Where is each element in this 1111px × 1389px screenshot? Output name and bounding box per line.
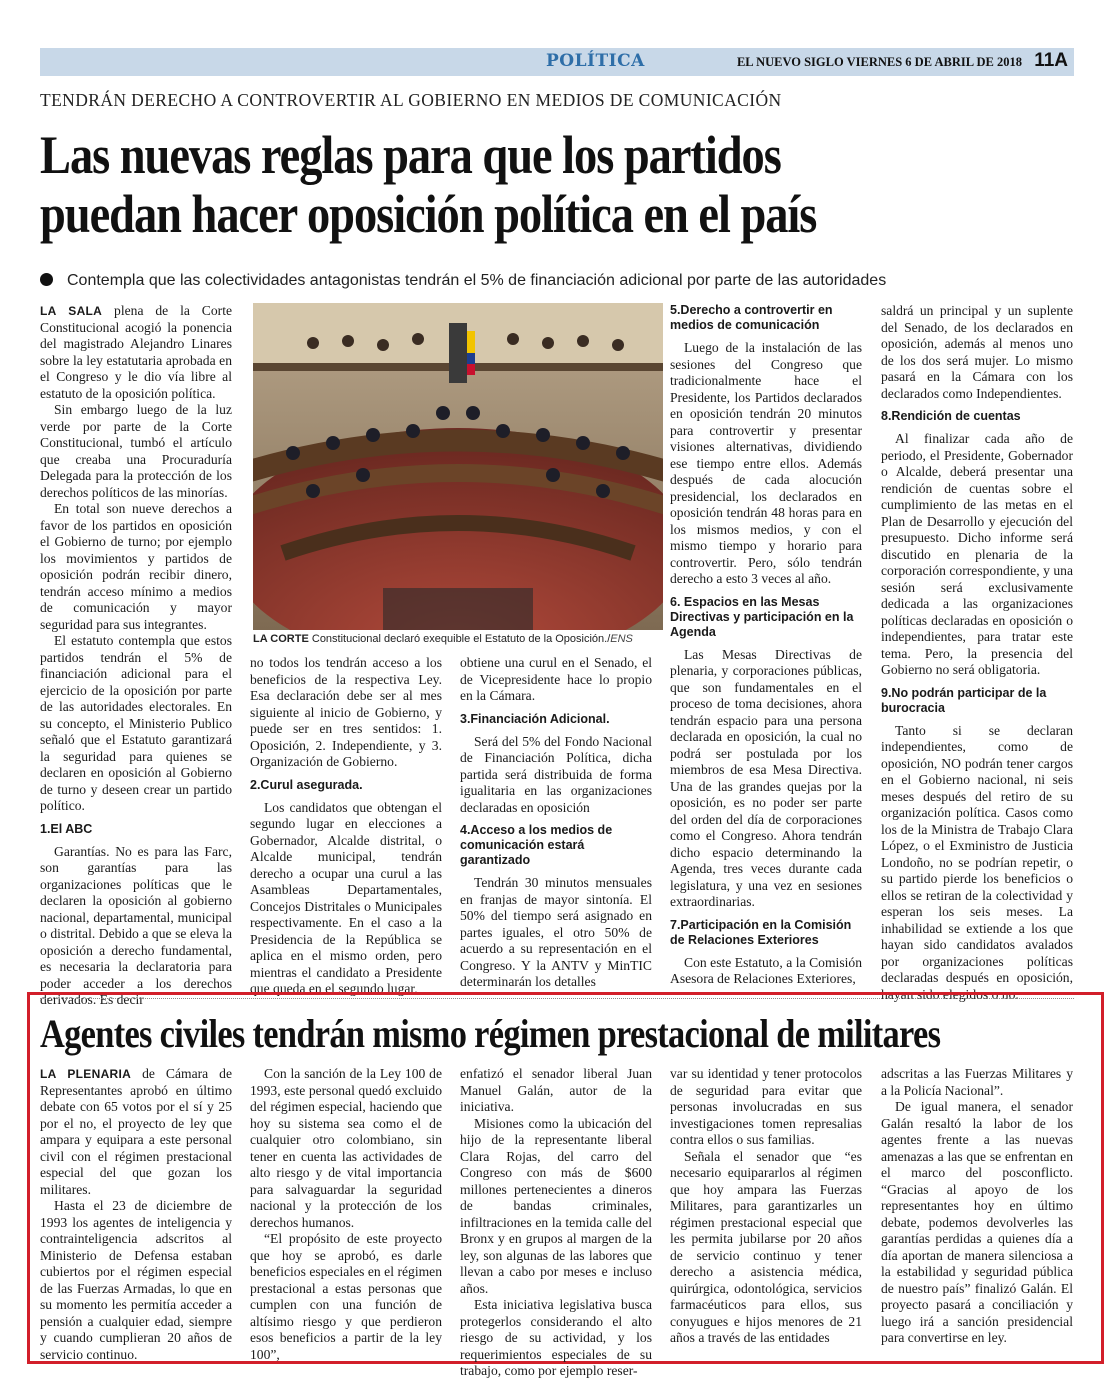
- paragraph: Garantías. No es para las Farc, son garantías para las organizaciones políticas que le declaren la oposición al gobierno nacional, departamental, municipal o distrital. Debido a que se eleva la oposición a derecho fundamental, es necesaria la declaratoria para poder acceder a los derechos derivados. Es decir: [40, 843, 232, 1007]
- article2-column-2: [250, 1066, 442, 1363]
- paragraph: Luego de la instalación de las sesiones del Congreso que tradicionalmente hace el Presidente, los Partidos declarados en oposición tendrán 20 minutos para controvertir y presentar visiones alternativas, dividiendo ese tiempo entre ellos. Además después de cada alocución presidencial, los declarados en oposición tendrán 48 horas para en los mismos medios, y con el mismo tiempo y horario para controvertir. Pero, sólo tendrán derecho a esto 3 veces al año.: [670, 340, 862, 586]
- paragraph: [40, 303, 232, 402]
- paragraph: Hasta el 23 de diciembre de 1993 los agentes de inteligencia y contrainteligencia adscritos al Ministerio de Defensa estaban cubiertos por el régimen especial de las Fuerzas Armadas, lo que en su momento les permitía acceder a pensión a cualquier edad, siempre y cuando cumplieran 20 años de servicio continuo.: [40, 1198, 232, 1362]
- congress-chamber-photo: [253, 303, 663, 630]
- paragraph: obtiene una curul en el Senado, el de Vicepresidente hace lo propio en la Cámara.: [460, 655, 652, 703]
- headline-line-1: Las nuevas reglas para que los partidos: [40, 125, 781, 185]
- caption-text: Constitucional declaró exequible el Estatuto de la Oposición./: [308, 633, 611, 645]
- paragraph: El estatuto contempla que estos partidos tendrán el 5% de financiación adicional para el ejercicio de la oposición por parte de las autoridades electorales. En su concepto, el Ministerio Publico señaló que el Estatuto garantizará la seguridad para quienes se declaren en oposición al Gobierno de turno y deseen crear un partido político.: [40, 633, 232, 813]
- paragraph: Con la sanción de la Ley 100 de 1993, este personal quedó excluido del régimen especial, haciendo que hoy su sistema sea como el de cualquier otro colombiano, sin tener en cuenta las actividades de alto riesgo y de vital importancia para salvaguardar la seguridad nacional y la protección de los derechos humanos.: [250, 1066, 442, 1230]
- subheading: 1.El ABC: [40, 821, 93, 836]
- article2-headline: Agentes civiles tendrán mismo régimen prestacional de militares: [40, 1011, 941, 1056]
- paragraph: Tanto si se declaran independientes, como de oposición, NO podrán tener cargos en el Gobierno nacional, ni seis meses después del retiro de su organización política. Casos como los de la Ministra de Trabajo Clara López, o el Exministro de Justicia Londoño, no se podrían repetir, o su partido pierde los beneficios o ellos se retiran de la colectividad y esperan los seis meses. La inhabilidad se extiende a los que hayan sido candidatos avalados por organizaciones políticas declaradas después en oposición, hayan sido elegidos o no.: [881, 722, 1073, 1002]
- article1-column-4: [670, 303, 862, 988]
- paragraph-text: de Cámara de Representantes aprobó en último debate con 65 votos por el sí y 25 por el no, el proyecto de ley que ampara y equipara a este personal civil con el régimen prestacional especial del que gozan los militares.: [40, 1066, 232, 1197]
- subheading: 5.Derecho a controvertir en medios de comunicación: [670, 303, 833, 332]
- bullet-icon: [40, 273, 53, 286]
- paragraph: Misiones como la ubicación del hijo de la representante liberal Clara Rojas, del carro del Congreso con más de $600 millones pertenecientes a dineros de bandas criminales, infiltraciones en la temida calle del Bronx y en grupos al margen de la ley, son algunas de las labores que llevan a cabo por meses e incluso años.: [460, 1115, 652, 1296]
- divider: [40, 998, 1074, 999]
- paragraph: Las Mesas Directivas de plenaria, y corporaciones públicas, que son fundamentales en el proceso de toma decisiones, ahora tendrán espacio para una persona declarada en oposición, la cual no podrá ser postulada por los miembros de esa Mesa Directiva. Una de las grandes quejas por la oposición, es no poder ser parte del orden del día de corporaciones como el Congreso. Ahora tendrán dicho espacio determinando la Agenda, tres veces durante cada legislatura, y una vez en sesiones extraordinarias.: [670, 646, 862, 909]
- article1-column-2: [250, 655, 442, 998]
- paragraph: var su identidad y tener protocolos de seguridad para evitar que personas involucradas en sus investigaciones tomen represalias contra ellos o sus familias.: [670, 1066, 862, 1147]
- caption-lead: LA CORTE: [253, 633, 309, 645]
- paragraph: Esta iniciativa legislativa busca protegerlos considerando el alto riesgo de su actividad, y los requerimientos especiales de su trabajo, como por ejemplo reser-: [460, 1297, 652, 1378]
- paragraph: enfatizó el senador liberal Juan Manuel Galán, autor de la iniciativa.: [460, 1066, 652, 1114]
- paragraph: Será del 5% del Fondo Nacional de Financiación Política, dicha partida será distribuida de forma igualitaria en las organizaciones declaradas en oposición: [460, 733, 652, 815]
- subheading: 4.Acceso a los medios de comunicación estará garantizado: [460, 823, 613, 867]
- headline-line-2: puedan hacer oposición política en el país: [40, 184, 817, 245]
- article1-column-5: [881, 303, 1073, 1003]
- paragraph: saldrá un principal y un suplente del Senado, de los declarados en oposición, además al menos uno de los dos será mujer. Lo mismo pasará en la Cámara con los declarados como Independientes.: [881, 303, 1073, 401]
- article2-column-3: [460, 1066, 652, 1380]
- article-headline: [40, 126, 943, 245]
- subheading: 6. Espacios en las Mesas Directivas y participación en la Agenda: [670, 594, 854, 639]
- paragraph: Tendrán 30 minutos mensuales en franjas de mayor sintonía. El 50% del tiempo será asignado en partes iguales, el otro 50% de acuerdo a su representación en el Congreso. Y la ANTV y MinTIC determinarán los detalles: [460, 875, 652, 989]
- article-photo: [253, 303, 663, 630]
- subheading: 9.No podrán participar de la burocracia: [881, 685, 1047, 715]
- paragraph: Los candidatos que obtengan el segundo lugar en elecciones a Gobernador, Alcalde distrital, o Alcalde municipal, tendrán derecho a ocupar una curul a las Asambleas Departamentales, Concejos Distritales o Municipales respectivamente. En el caso a la Presidencia de la República se aplica en el mismo orden, pero mientras el candidato a Presidente que queda en el segundo lugar,: [250, 799, 442, 996]
- paragraph: [40, 1066, 232, 1198]
- paragraph: no todos los tendrán acceso a los beneficios de la respectiva Ley. Esa declaración debe ser al mes siguiente al inicio de Gobierno, y puede ser en tres sentidos: 1. Oposición, 2. Independiente, y 3. Organización de Gobierno.: [250, 655, 442, 769]
- paragraph: Con este Estatuto, a la Comisión Asesora de Relaciones Exteriores,: [670, 954, 862, 986]
- article-subhead: [40, 272, 1090, 290]
- paragraph: Al finalizar cada año de periodo, el Presidente, Gobernador o Alcalde, deberá presentar una rendición de cuentas sobre el cumplimiento de las metas en el Plan de Desarrollo y ejecución del presupuesto. Dicho informe será discutido en plenaria de la corporación correspondiente, y una sesión será exclusivamente dedicada a las organizaciones políticas declaradas en oposición o independientes, para tratar este tema. Pero, la presencia del Gobierno no será obligatoria.: [881, 431, 1073, 677]
- subhead-text: Contempla que las colectividades antagonistas tendrán el 5% de financiación adicional por parte de las autoridades: [67, 272, 887, 289]
- article1-column-1: [40, 303, 232, 1009]
- paragraph-text: plena de la Corte Constitucional acogió la ponencia del magistrado Alejandro Linares sobre la ley estatutaria aprobada en el Congreso y le dio vía libre al estatuto de la oposición política.: [40, 303, 233, 401]
- paragraph: adscritas a las Fuerzas Militares y a la Policía Nacional”.: [881, 1066, 1073, 1098]
- lead-in: LA PLENARIA: [40, 1067, 132, 1081]
- article-kicker: TENDRÁN DERECHO A CONTROVERTIR AL GOBIERNO EN MEDIOS DE COMUNICACIÓN: [40, 90, 782, 110]
- photo-caption: [253, 633, 663, 645]
- page-header: [40, 48, 1074, 76]
- article1-column-3: [460, 655, 652, 991]
- paragraph: Señala el senador que “es necesario equipararlos al régimen que hoy ampara las Fuerzas Militares, para garantizarles un régimen prestacional especial que les permita jubilarse por 20 años de servicio continuo y tener derecho a asistencia médica, quirúrgica, odontológica, servicios farmacéuticos para ellos, sus conyugues e hijos menores de 21 años a través de las entidades: [670, 1148, 862, 1345]
- paragraph: En total son nueve derechos a favor de los partidos en oposición el Gobierno de turno; por ejemplo los movimientos y partidos de oposición podrán recibir dinero, tendrán acceso mínimo a medios de comunicación y mayor seguridad para sus integrantes.: [40, 501, 232, 632]
- subheading: 3.Financiación Adicional.: [460, 711, 610, 726]
- section-name: POLÍTICA: [546, 51, 645, 71]
- subheading: 2.Curul asegurada.: [250, 777, 363, 792]
- article2-column-5: [881, 1066, 1073, 1347]
- paragraph: Sin embargo luego de la luz verde por parte de la Corte Constitucional, tumbó el artículo que creaba una Procuraduría Delegada para la protección de los derechos políticos de las minorías.: [40, 402, 232, 500]
- page-number: 11A: [1034, 50, 1068, 71]
- paragraph: “El propósito de este proyecto que hoy se aprobó, es darle beneficios especiales en el régimen prestacional a estas personas que cumplen con una función de altísimo riesgo y que perdieron esos beneficios a partir de la ley 100”,: [250, 1231, 442, 1362]
- caption-credit: ENS: [610, 633, 633, 645]
- article2-column-4: [670, 1066, 862, 1347]
- paragraph: De igual manera, el senador Galán resaltó la labor de los agentes frente a las nuevas amenazas a las que se enfrentan en el marco del posconflicto. “Gracias al apoyo de los representantes hoy en último debate, podemos devolverles las garantías perdidas a quienes día a día aportan de manera silenciosa a la estabilidad y seguridad pública de nuestro país” finalizó Galán. El proyecto pasará a conciliación y luego irá a sanción presidencial para convertirse en ley.: [881, 1099, 1073, 1345]
- article2-column-1: [40, 1066, 232, 1363]
- subheading: 7.Participación en la Comisión de Relaciones Exteriores: [670, 917, 852, 947]
- subheading: 8.Rendición de cuentas: [881, 409, 1021, 423]
- publication-date: EL NUEVO SIGLO VIERNES 6 DE ABRIL DE 2018: [736, 55, 1022, 69]
- lead-in: LA SALA: [40, 304, 103, 318]
